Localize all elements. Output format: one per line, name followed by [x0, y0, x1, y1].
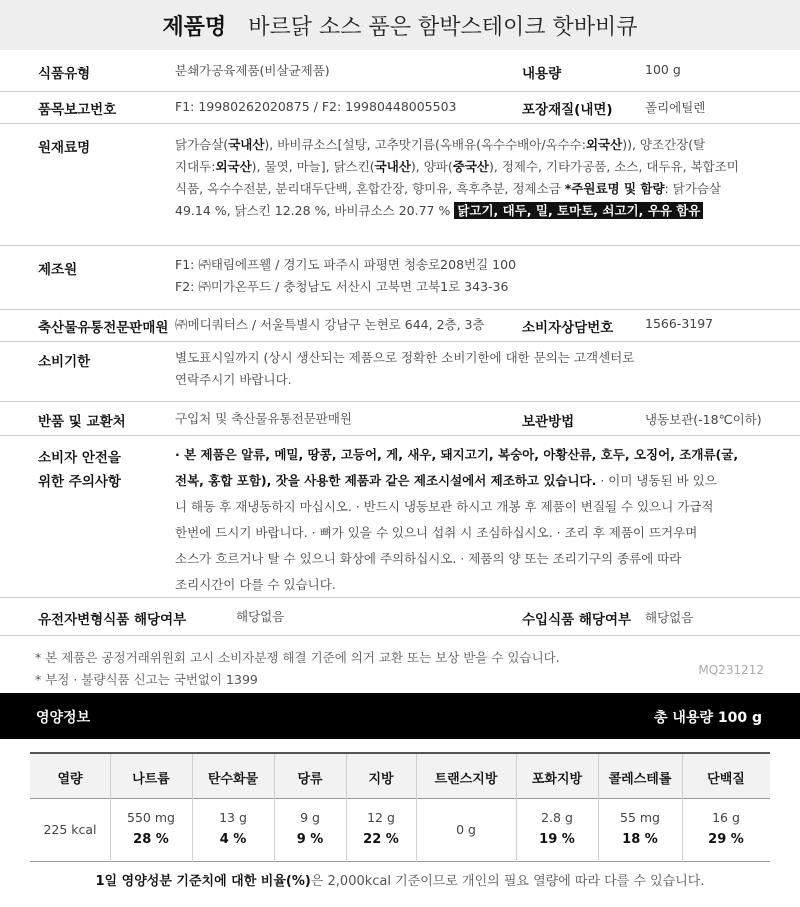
nutrition-header: [0, 693, 800, 739]
nutrient-amount: 225 kcal: [43, 822, 97, 837]
consumer-hotline-value: 1566-3197: [645, 316, 714, 331]
report-number-label: 품목보고번호: [38, 102, 117, 118]
allergen-badge: 닭고기, 대두, 밀, 토마토, 쇠고기, 우유 함유: [454, 202, 703, 219]
nutrient-name: 나트륨: [132, 772, 170, 787]
nutrition-column: [416, 754, 516, 862]
nutrient-daily-percent: 9 %: [296, 832, 324, 847]
nutrient-amount: 2.8 g: [541, 810, 573, 825]
manufacturer-label: 제조원: [38, 262, 78, 278]
nutrient-daily-percent: 18 %: [622, 832, 658, 847]
gmo-value: 해당없음: [236, 609, 285, 624]
nutrient-name: 단백질: [707, 772, 745, 787]
row-manufacturer: [0, 246, 800, 310]
nutrition-footnote: 1일 영양성분 기준치에 대한 비율(%)은 2,000kcal 기준이므로 개인의 필요 열량에 따라 다를 수 있습니다.: [95, 874, 705, 889]
nutrient-name: 탄수화물: [207, 772, 259, 787]
nutrient-name: 당류: [297, 772, 323, 787]
manufacturer-value: F1: ㈜태림에프웰 / 경기도 파주시 파평면 청송로208번길 100 F2: ㈜미가온푸드 / 충청남도 서산시 고북면 고북1로 343-36: [175, 257, 517, 294]
food-type-value: 분쇄가공육제품(비살균제품): [175, 63, 330, 78]
nutrient-daily-percent: 19 %: [539, 832, 575, 847]
seller-label: 축산물유통전문판매원: [38, 320, 169, 336]
nutrition-column: [598, 754, 682, 862]
ingredients-text: 닭가슴살(국내산), 바비큐소스[설탕, 고추맛기름(옥배유(옥수수배아/옥수수:외국산)), 양조간장(탈 지대두:외국산), 물엿, 마늘], 닭스킨(국내산), 양파(중국산), 정제수, 기타가공품, 소스, 대두유, 복합조미 식품, 옥수수전분, 분리대두단백, 혼합간장, 향미유, 흑후추분, 정제소금 *주원료명 및 함량: 닭가슴살 49.14 %, 닭스킨 12.28 %, 바비큐소스 20.77 % 닭고기, 대두, 밀, 토마토, 쇠고기, 우유 함유: [175, 137, 739, 218]
nutrient-daily-percent: 4 %: [219, 832, 247, 847]
returns-label: 반품 및 교환처: [38, 414, 126, 430]
nutrient-name: 열량: [57, 772, 83, 787]
nutrition-column: [346, 754, 416, 862]
nutrient-amount: 9 g: [300, 810, 320, 825]
net-content-value: 100 g: [645, 62, 681, 77]
food-type-label: 식품유형: [38, 66, 91, 82]
nutrition-column: [274, 754, 346, 862]
product-code: MQ231212: [698, 663, 764, 677]
gmo-label: 유전자변형식품 해당여부: [38, 612, 187, 628]
row-safety: [0, 436, 800, 598]
nutrient-name: 트랜스지방: [434, 772, 498, 787]
nutrient-amount: 0 g: [456, 822, 476, 837]
row-seller: [0, 310, 800, 342]
nutrition-column: [110, 754, 192, 862]
seller-value: ㈜메디쿼터스 / 서울특별시 강남구 논현로 644, 2층, 3층: [175, 317, 485, 332]
row-returns: [0, 402, 800, 436]
returns-value: 구입처 및 축산물유통전문판매원: [175, 411, 352, 426]
nutrition-column: [30, 754, 110, 862]
nutrition-title: 영양정보: [36, 710, 91, 726]
packaging-value: 폴리에틸렌: [645, 100, 706, 115]
nutrient-name: 콜레스테롤: [608, 772, 672, 787]
row-expiry: [0, 342, 800, 402]
storage-label: 보관방법: [522, 414, 575, 430]
nutrient-amount: 550 mg: [127, 810, 175, 825]
nutrient-daily-percent: 28 %: [133, 832, 169, 847]
storage-value: 냉동보관(-18℃이하): [645, 412, 762, 427]
net-content-label: 내용량: [522, 66, 562, 82]
safety-text: · 본 제품은 알류, 메밀, 땅콩, 고등어, 게, 새우, 돼지고기, 복숭아, 아황산류, 호두, 오징어, 조개류(굴, 전복, 홍합 포함), 잣을 사용한 제품과 같은 제조시설에서 제조하고 있습니다. · 이미 냉동된 바 있으 니 해동 후 재냉동하지 마십시오. · 반드시 냉동보관 하시고 개봉 후 제품이 변질될 수 있으니 가급적 한번에 드시기 바랍니다. · 뼈가 있을 수 있으니 섭취 시 조심하십시오. · 조리 후 제품이 뜨거우며 소스가 흐르거나 탈 수 있으니 화상에 주의하십시오. · 제품의 양 또는 조리기구의 종류에 따라 조리시간이 다를 수 있습니다.: [175, 447, 739, 592]
product-name-label: 제품명: [162, 14, 227, 40]
nutrition-column: [682, 754, 770, 862]
report-number-value: F1: 19980262020875 / F2: 19980448005503: [175, 99, 457, 114]
nutrient-amount: 13 g: [219, 810, 247, 825]
nutrition-column: [516, 754, 598, 862]
nutrient-amount: 55 mg: [620, 810, 660, 825]
row-gmo: [0, 598, 800, 636]
expiry-label: 소비기한: [38, 354, 91, 370]
imported-label: 수입식품 해당여부: [522, 612, 632, 628]
safety-label: 소비자 안전을 위한 주의사항: [38, 450, 121, 490]
expiry-value: 별도표시일까지 (상시 생산되는 제품으로 정확한 소비기한에 대한 문의는 고객센터로 연락주시기 바랍니다.: [175, 350, 635, 387]
row-food-type: [0, 50, 800, 92]
dispute-note: * 본 제품은 공정거래위원회 고시 소비자분쟁 해결 기준에 의거 교환 또는 보상 받을 수 있습니다.: [35, 650, 560, 665]
product-name-value: 바르닭 소스 품은 함박스테이크 핫바비큐: [248, 14, 638, 40]
packaging-label: 포장재질(내면): [522, 102, 613, 118]
nutrient-amount: 16 g: [712, 810, 740, 825]
product-name-bar: [0, 0, 800, 50]
nutrient-daily-percent: 29 %: [708, 832, 744, 847]
row-ingredients: [0, 124, 800, 246]
nutrition-total: 총 내용량 100 g: [654, 710, 762, 726]
ingredients-label: 원재료명: [38, 140, 91, 156]
row-report-number: [0, 92, 800, 124]
nutrient-name: 지방: [368, 772, 394, 787]
nutrition-column: [192, 754, 274, 862]
imported-value: 해당없음: [645, 610, 694, 625]
nutrient-daily-percent: 22 %: [363, 832, 399, 847]
consumer-hotline-label: 소비자상담번호: [522, 320, 614, 336]
nutrient-name: 포화지방: [531, 772, 583, 787]
nutrient-amount: 12 g: [367, 810, 395, 825]
nutrition-table: [30, 752, 770, 862]
report-note: * 부정 · 불량식품 신고는 국번없이 1399: [35, 672, 258, 687]
